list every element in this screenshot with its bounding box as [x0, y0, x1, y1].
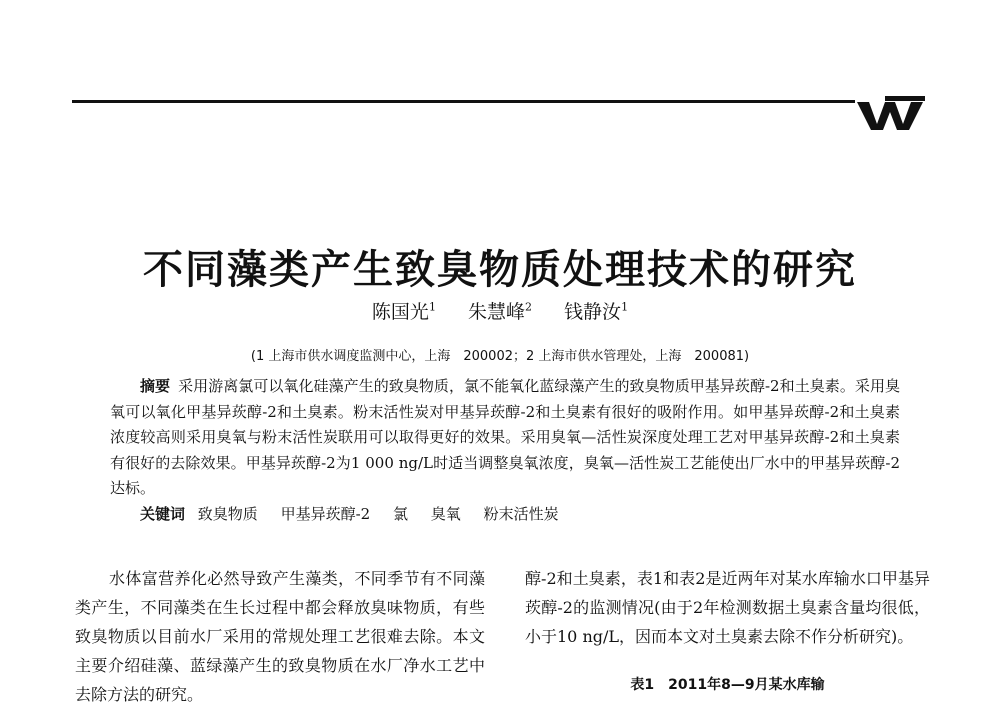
abstract — [110, 374, 900, 527]
keyword: 致臭物质 — [197, 504, 258, 523]
keywords — [110, 502, 900, 528]
author-3: 钱静汝$^1$ — [564, 300, 629, 323]
abstract-label: 摘要 — [140, 377, 171, 395]
keyword: 氯 — [393, 504, 409, 523]
body-column-right — [525, 564, 930, 651]
keywords-label: 关键词 — [140, 504, 186, 523]
abstract-text: 采用游离氯可以氧化硅藻产生的致臭物质，氯不能氧化蓝绿藻产生的致臭物质甲基异莰醇-2和土臭素。采用臭氧可以氧化甲基异莰醇-2和土臭素。粉末活性炭对甲基异莰醇-2和土臭素有很好的吸附作用。如甲基异莰醇-2和土臭素浓度较高则采用臭氧与粉末活性炭联用可以取得更好的效果。采用臭氧—活性炭深度处理工艺对甲基异莰醇-2和土臭素有很好的去除效果。甲基异莰醇-2为1 000 ng/L时适当调整臭氧浓度，臭氧—活性炭工艺能使出厂水中的甲基异莰醇-2达标。 — [110, 377, 900, 497]
journal-logo — [855, 92, 925, 132]
author-1: 陈国光$^1$ — [371, 300, 436, 323]
keyword: 甲基异莰醇-2 — [280, 504, 371, 523]
body-paragraph: 水体富营养化必然导致产生藻类，不同季节有不同藻类产生，不同藻类在生长过程中都会释放臭味物质，有些致臭物质以目前水厂采用的常规处理工艺很难去除。本文主要介绍硅藻、蓝绿藻产生的致臭物质在水厂净水工艺中去除方法的研究。 — [75, 569, 485, 704]
body-paragraph: 醇-2和土臭素，表1和表2是近两年对某水库输水口甲基异莰醇-2的监测情况(由于2年检测数据土臭素含量均很低，小于10 ng/L，因而本文对土臭素去除不作分析研究)。 — [525, 569, 930, 646]
body-column-left — [75, 564, 485, 709]
paper-title: 不同藻类产生致臭物质处理技术的研究 — [143, 247, 857, 293]
keyword: 粉末活性炭 — [483, 504, 559, 523]
affiliation: (1 上海市供水调度监测中心，上海 200002；2 上海市供水管理处，上海 200081) — [250, 349, 750, 364]
author-2: 朱慧峰$^2$ — [467, 300, 532, 323]
table-caption: 表1 2011年8—9月某水库输 — [630, 677, 825, 693]
header-rule — [72, 100, 855, 103]
author-list — [0, 297, 1000, 324]
keyword: 臭氧 — [430, 504, 461, 523]
